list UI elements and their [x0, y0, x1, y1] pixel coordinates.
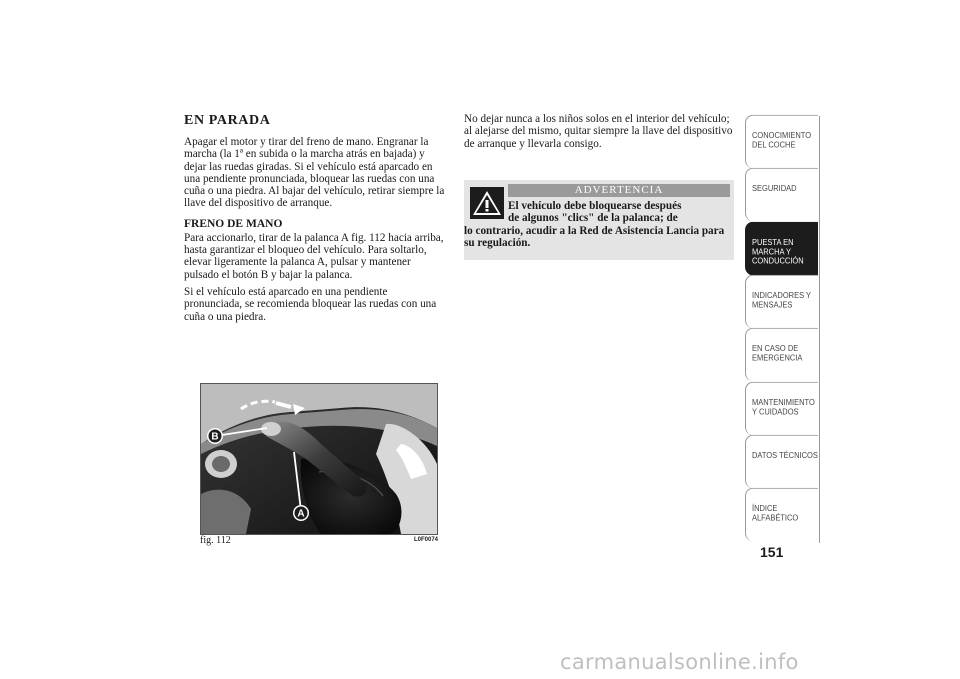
figure-label-b: B — [211, 431, 219, 443]
warning-line-3: lo contrario, acudir a la Red de Asistencia Lancia para su regulación. — [464, 224, 725, 250]
handbrake-figure — [200, 383, 438, 535]
warning-line-1: El vehículo debe bloquearse después — [508, 200, 682, 212]
section-heading-en-parada: EN PARADA — [184, 113, 271, 128]
chapter-tab[interactable]: MANTENIMIENTO Y CUIDADOS — [745, 381, 818, 435]
chapter-tab[interactable]: INDICADORES Y MENSAJES — [745, 275, 818, 329]
chapter-tab[interactable]: CONOCIMIENTO DEL COCHE — [745, 115, 818, 169]
chapter-tab[interactable]: SEGURIDAD — [745, 168, 818, 222]
chapter-tab[interactable]: EN CASO DE EMERGENCIA — [745, 328, 818, 382]
warning-line-2: de algunos "clics" de la palanca; de — [508, 212, 678, 225]
chapter-tab[interactable]: PUESTA EN MARCHA Y CONDUCCIÓN — [745, 221, 818, 275]
figure-code: L0F0074 — [413, 537, 438, 543]
chapter-tab[interactable]: ÍNDICE ALFABÉTICO — [745, 488, 818, 542]
warning-box — [464, 180, 734, 260]
handbrake-illustration — [201, 384, 437, 534]
section-heading-freno-de-mano: FRENO DE MANO — [184, 217, 283, 230]
right-column — [464, 113, 734, 155]
figure-caption-row — [200, 535, 438, 546]
page-number: 151 — [760, 544, 784, 560]
warning-text — [464, 200, 726, 250]
chapter-tabs — [745, 116, 820, 543]
watermark: carmanualsonline.info — [560, 650, 799, 674]
paragraph-freno-accionar: Para accionarlo, tirar de la palanca A fig. 112 hacia arriba, hasta garantizar el bloqueo del vehículo. Para soltarlo, elevar ligeramente la palanca A, pulsar y mantener pulsado el botón B y bajar la palanca. — [184, 231, 444, 281]
paragraph-ninos: No dejar nunca a los niños solos en el interior del vehículo; al alejarse del mismo, quitar siempre la llave del dispositivo de arranque y llevarla consigo. — [464, 113, 733, 150]
figure-label-a: A — [297, 508, 305, 520]
chapter-tab[interactable]: DATOS TÉCNICOS — [745, 435, 818, 489]
warning-title: ADVERTENCIA — [508, 184, 730, 197]
paragraph-en-parada: Apagar el motor y tirar del freno de mano. Engranar la marcha (la 1ª en subida o la marcha atrás en bajada) y dejar las ruedas giradas. Si el vehículo está aparcado en una pendiente pronunciada, bloquear las ruedas con una cuña o una piedra. Al bajar del vehículo, retirar siempre la llave del dispositivo de arranque. — [184, 136, 445, 210]
figure-caption: fig. 112 — [200, 535, 231, 546]
left-column — [184, 113, 446, 328]
paragraph-pendiente: Si el vehículo está aparcado en una pendiente pronunciada, se recomienda bloquear las ruedas con una cuña o una piedra. — [184, 285, 437, 323]
